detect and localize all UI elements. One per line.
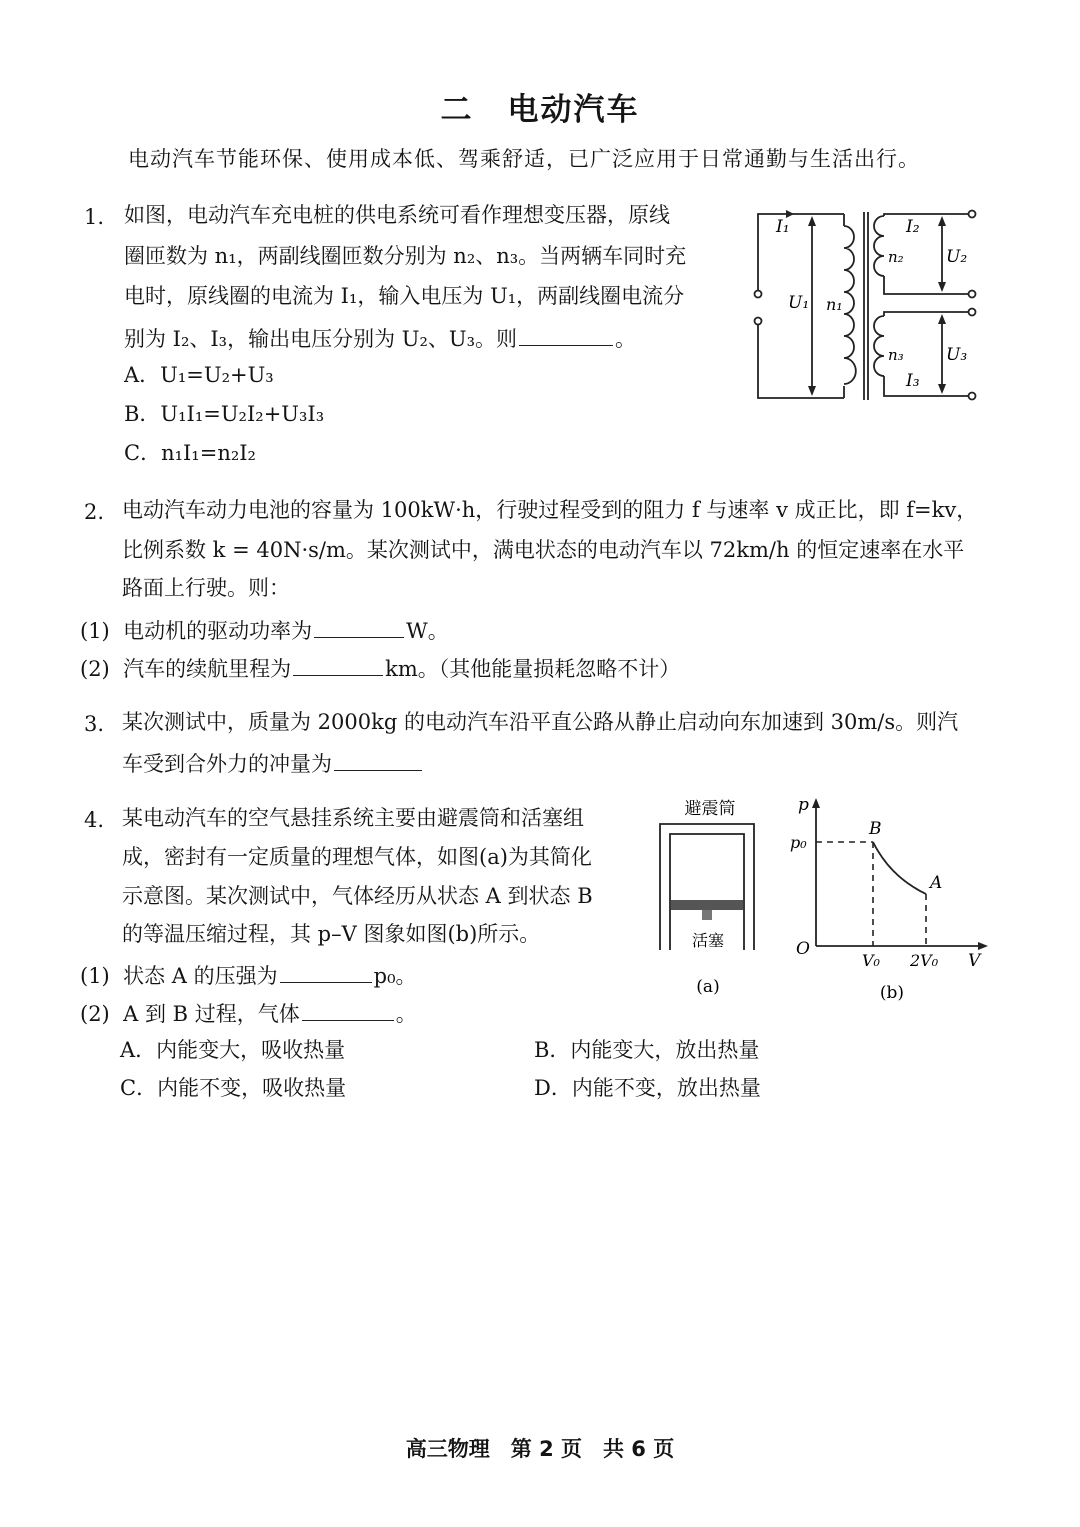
- q3-line-2-text: 车受到合外力的冲量为: [122, 752, 332, 776]
- label-n1: n₁: [826, 295, 843, 314]
- section-intro: 电动汽车节能环保、使用成本低、驾乘舒适，已广泛应用于日常通勤与生活出行。: [128, 147, 920, 171]
- label-U1: U₁: [788, 293, 810, 313]
- 2v0-label: 2V₀: [910, 951, 939, 970]
- q4-sub1-num: (1): [80, 964, 110, 988]
- q2-sub2: [80, 655, 680, 680]
- origin-label: O: [796, 939, 810, 959]
- q4-sub2-end: 。: [395, 1002, 417, 1026]
- q1-answer-blank[interactable]: [519, 325, 613, 346]
- q4-sub1: [80, 962, 417, 987]
- q1-line-2: 圈匝数为 n₁，两副线圈匝数分别为 n₂、n₃。当两辆车同时充: [124, 244, 687, 268]
- pv-graph: [786, 792, 996, 1006]
- q1-option-c: C．n₁I₁=n₂I₂: [124, 441, 256, 465]
- section-number: 二: [440, 92, 474, 128]
- label-n3: n₃: [888, 346, 904, 364]
- q1-option-a: A．U₁=U₂+U₃: [124, 363, 274, 387]
- q1-line-4: [124, 325, 636, 350]
- q1-line-3: 电时，原线圈的电流为 I₁，输入电压为 U₁，两副线圈电流分: [124, 284, 685, 308]
- label-I3: I₃: [906, 371, 920, 391]
- q2-sub2-text: 汽车的续航里程为: [123, 657, 292, 681]
- fig-a-caption: (a): [696, 977, 720, 997]
- label-I2: I₂: [906, 217, 920, 237]
- q4-sub1-unit: p₀。: [373, 964, 417, 988]
- q1-line-1: 如图，电动汽车充电桩的供电系统可看作理想变压器，原线: [124, 203, 670, 227]
- q2-line-2: 比例系数 k = 40N·s/m。某次测试中，满电状态的电动汽车以 72km/h 的恒定速率在水平: [122, 538, 965, 562]
- q4-line-3: 示意图。某次测试中，气体经历从状态 A 到状态 B: [122, 884, 593, 908]
- point-a-label: A: [930, 873, 943, 893]
- q2-line-1: 电动汽车动力电池的容量为 100kW·h，行驶过程受到的阻力 f 与速率 v 成正比，即 f=kv，: [122, 498, 978, 522]
- piston: [671, 900, 743, 910]
- q3-number: 3.: [84, 712, 105, 736]
- point-b-label: B: [869, 819, 882, 839]
- q2-sub2-blank[interactable]: [293, 655, 383, 676]
- q1-option-b: B．U₁I₁=U₂I₂+U₃I₃: [124, 402, 325, 426]
- label-U2: U₂: [946, 247, 968, 267]
- q4-sub2: [80, 1000, 417, 1025]
- q4-sub2-text: A 到 B 过程，气体: [123, 1002, 300, 1026]
- q4-sub2-num: (2): [80, 1002, 110, 1026]
- label-I1: I₁: [776, 217, 790, 237]
- q3-line-1: 某次测试中，质量为 2000kg 的电动汽车沿平直公路从静止启动向东加速到 30m/s。则汽: [122, 710, 959, 734]
- q2-number: 2.: [84, 500, 105, 524]
- fig-b-caption: (b): [879, 983, 905, 1003]
- q2-line-3: 路面上行驶。则：: [122, 576, 290, 600]
- q2-sub1-blank[interactable]: [314, 617, 404, 638]
- label-n2: n₂: [888, 248, 904, 266]
- shock-absorber-figure: [654, 792, 766, 1004]
- section-title: [0, 84, 1080, 129]
- q4-option-a: A．内能变大，吸收热量: [120, 1038, 346, 1062]
- q2-sub1-unit: W。: [406, 619, 449, 643]
- q2-sub1-num: (1): [80, 619, 110, 643]
- q2-sub1: [80, 617, 449, 642]
- shock-absorber-label: 避震筒: [684, 799, 736, 819]
- q4-line-2: 成，密封有一定质量的理想气体，如图(a)为其简化: [122, 845, 592, 869]
- q4-number: 4.: [84, 808, 105, 832]
- q2-sub1-text: 电动机的驱动功率为: [123, 619, 313, 643]
- label-U3: U₃: [946, 345, 968, 365]
- q4-option-b: B．内能变大，放出热量: [534, 1038, 760, 1062]
- v-axis-label: V: [968, 951, 981, 971]
- q2-sub2-unit: km。（其他能量损耗忽略不计）: [385, 657, 681, 681]
- isotherm-curve: [873, 842, 926, 894]
- q3-line-2: [122, 750, 424, 775]
- section-name: 电动汽车: [507, 92, 640, 128]
- q4-option-d: D．内能不变，放出热量: [534, 1076, 761, 1100]
- p-axis-label: p: [798, 795, 809, 815]
- q4-sub1-blank[interactable]: [280, 962, 372, 983]
- q4-line-1: 某电动汽车的空气悬挂系统主要由避震筒和活塞组: [122, 806, 584, 830]
- piston-label: 活塞: [691, 931, 725, 950]
- transformer-figure: [748, 200, 988, 410]
- q2-sub2-num: (2): [80, 657, 110, 681]
- q1-line-4-text: 别为 I₂、I₃，输出电压分别为 U₂、U₃。则: [124, 327, 518, 351]
- q1-number: 1.: [84, 205, 105, 229]
- v0-label: V₀: [862, 951, 880, 970]
- page-footer: 高三物理 第 2 页 共 6 页: [405, 1437, 675, 1461]
- q1-end: 。: [615, 327, 637, 351]
- q4-option-c: C．内能不变，吸收热量: [120, 1076, 347, 1100]
- q4-line-4: 的等温压缩过程，其 p–V 图象如图(b)所示。: [122, 922, 541, 946]
- q3-answer-blank[interactable]: [334, 750, 422, 771]
- p0-label: p₀: [790, 833, 807, 852]
- q4-sub2-blank[interactable]: [302, 1000, 394, 1021]
- q4-sub1-text: 状态 A 的压强为: [123, 964, 278, 988]
